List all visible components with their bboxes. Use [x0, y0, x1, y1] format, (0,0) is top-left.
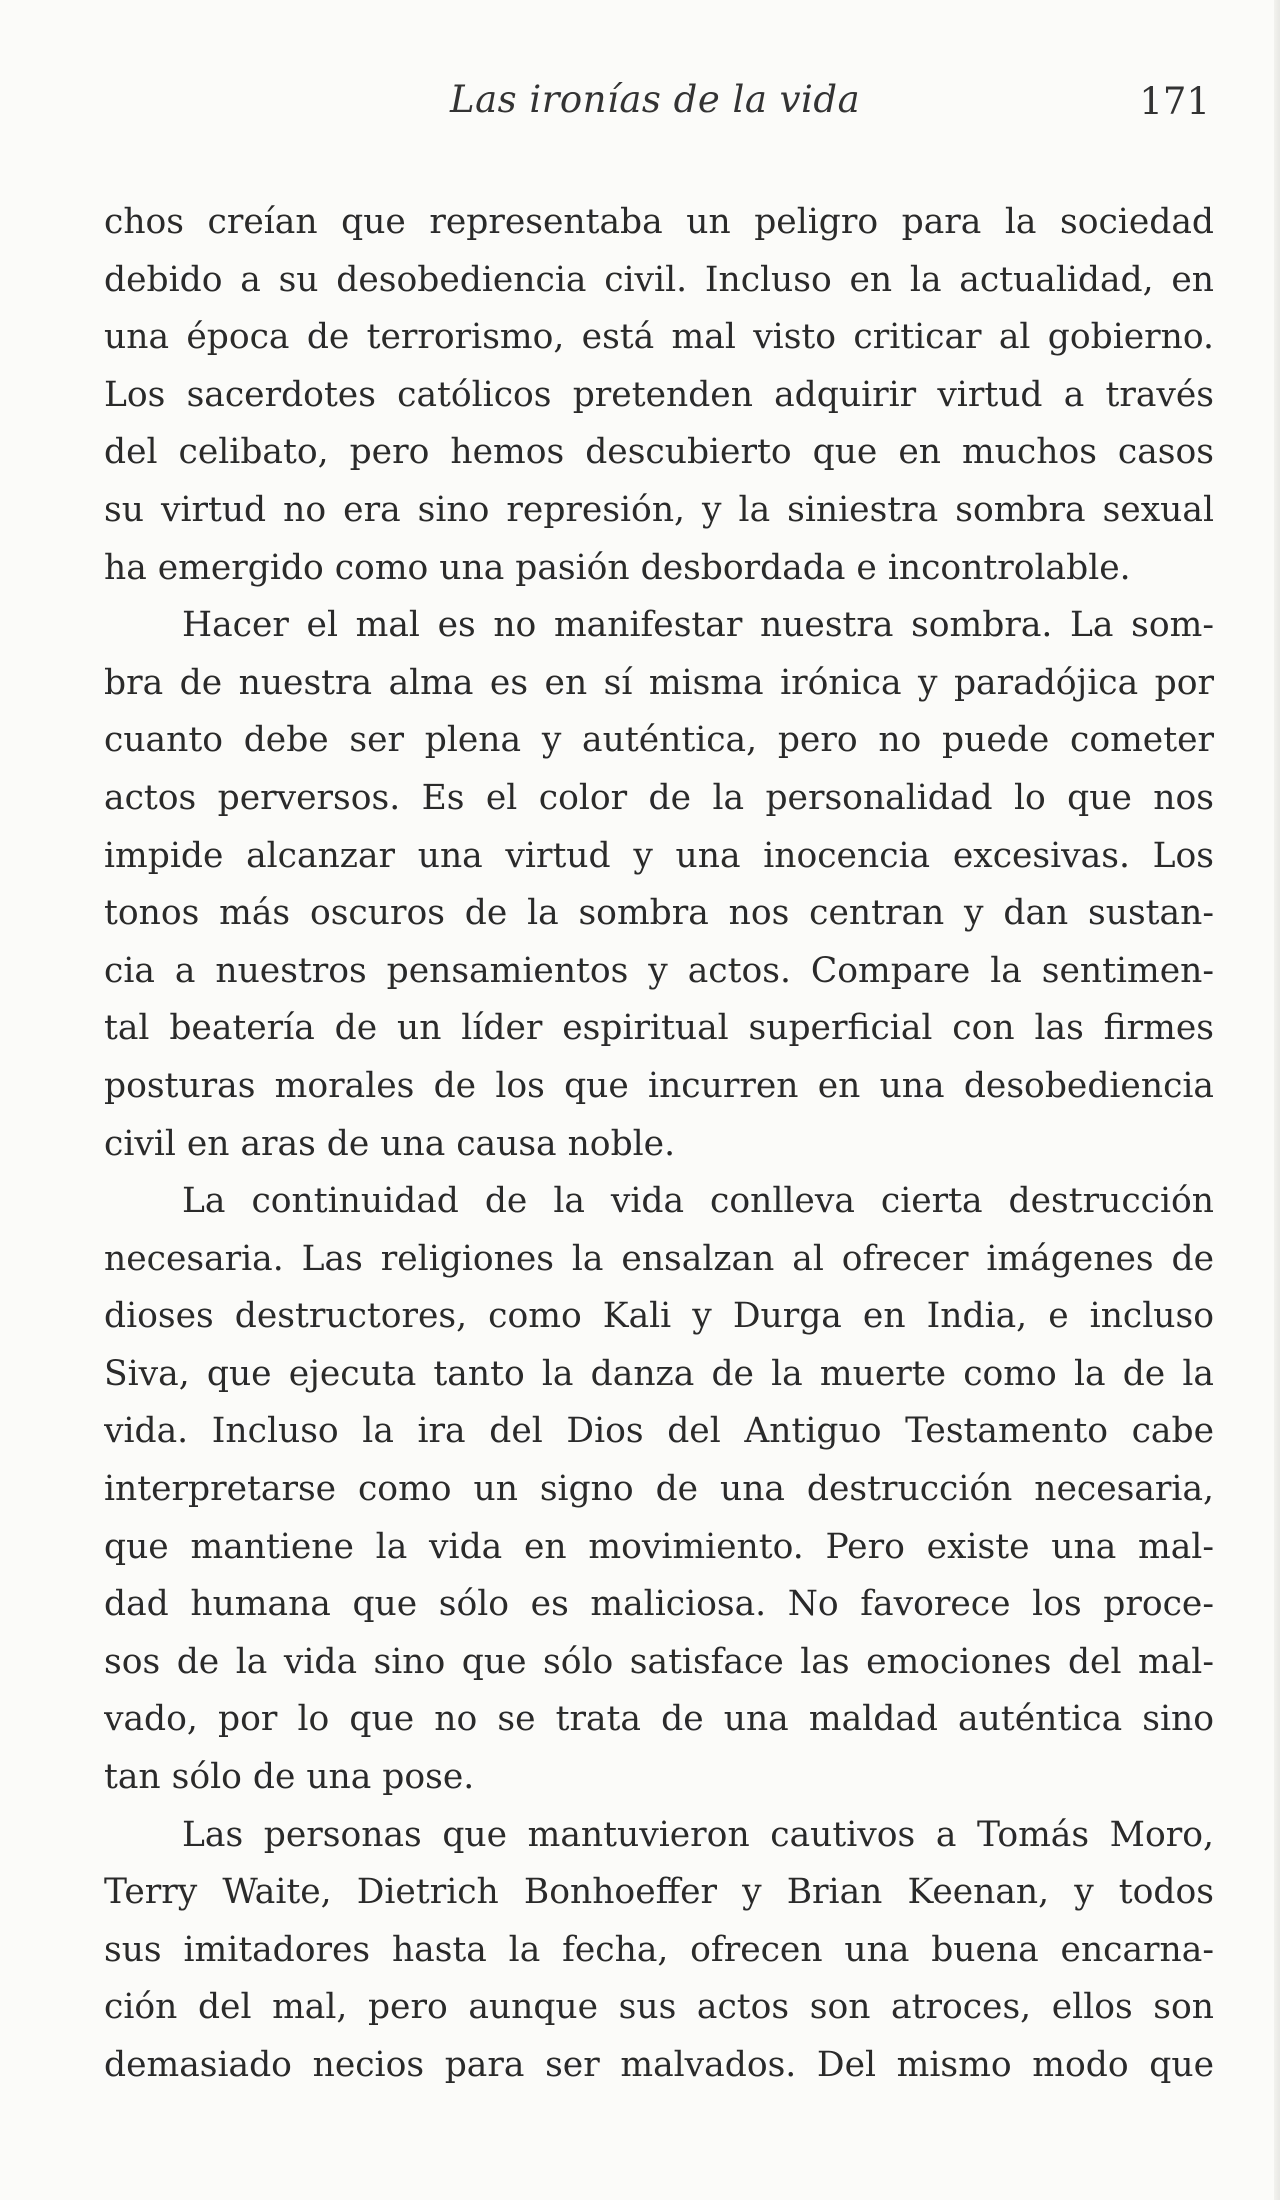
text-line: La continuidad de la vida conlleva cierta destrucción: [182, 1181, 1214, 1222]
text-line: chos creían que representaba un peligro para la sociedad: [104, 202, 1214, 242]
text-line: necesaria. Las religiones la ensalzan al ofrecer imágenes de: [104, 1238, 1214, 1279]
text-line: impide alcanzar una virtud y una inocencia excesivas. Los: [104, 835, 1214, 876]
text-line: dioses destructores, como Kali y Durga en India, e incluso: [104, 1296, 1214, 1337]
text-line: ción del mal, pero aunque sus actos son atroces, ellos son: [104, 1987, 1214, 2028]
text-line: su virtud no era sino represión, y la siniestra sombra sexual: [104, 489, 1214, 530]
text-line: actos perversos. Es el color de la personalidad lo que nos: [104, 777, 1214, 818]
text-line: del celibato, pero hemos descubierto que en muchos casos: [104, 432, 1214, 473]
page-number: 171: [1139, 80, 1210, 123]
text-line: Los sacerdotes católicos pretenden adquirir virtud a través: [104, 374, 1214, 415]
text-line: cuanto debe ser plena y auténtica, pero no puede cometer: [104, 720, 1214, 761]
text-line: Hacer el mal es no manifestar nuestra sombra. La som-: [182, 605, 1214, 646]
text-line: que mantiene la vida en movimiento. Pero existe una mal-: [104, 1526, 1214, 1567]
body-text: [104, 194, 1214, 2095]
running-head: [104, 78, 1214, 138]
text-line: demasiado necios para ser malvados. Del mismo modo que: [104, 2045, 1214, 2085]
text-line: tan sólo de una pose.: [104, 1757, 475, 1798]
text-line: ha emergido como una pasión desbordada e incontrolable.: [104, 547, 1131, 588]
text-line: dad humana que sólo es maliciosa. No favorece los proce-: [104, 1584, 1214, 1625]
text-line: Terry Waite, Dietrich Bonhoeffer y Brian Keenan, y todos: [104, 1872, 1214, 1913]
text-line: interpretarse como un signo de una destrucción necesaria,: [104, 1469, 1214, 1510]
text-line: posturas morales de los que incurren en una desobediencia: [104, 1065, 1214, 1106]
page-edge: [1274, 0, 1280, 2200]
text-line: Las personas que mantuvieron cautivos a Tomás Moro,: [182, 1814, 1214, 1855]
text-line: tonos más oscuros de la sombra nos centran y dan sustan-: [104, 893, 1214, 934]
text-line: vado, por lo que no se trata de una maldad auténtica sino: [104, 1699, 1214, 1740]
text-line: una época de terrorismo, está mal visto criticar al gobierno.: [104, 317, 1214, 358]
text-line: sos de la vida sino que sólo satisface las emociones del mal-: [104, 1641, 1214, 1682]
text-line: sus imitadores hasta la fecha, ofrecen una buena encarna-: [104, 1929, 1214, 1970]
text-line: bra de nuestra alma es en sí misma irónica y paradójica por: [104, 662, 1214, 703]
text-line: debido a su desobediencia civil. Incluso en la actualidad, en: [104, 259, 1214, 300]
running-title: Las ironías de la vida: [450, 78, 861, 121]
text-line: tal beatería de un líder espiritual superficial con las firmes: [104, 1008, 1214, 1049]
text-line: vida. Incluso la ira del Dios del Antiguo Testamento cabe: [104, 1411, 1214, 1452]
text-line: cia a nuestros pensamientos y actos. Compare la sentimen-: [104, 950, 1214, 991]
text-line: civil en aras de una causa noble.: [104, 1123, 676, 1164]
text-line: Siva, que ejecuta tanto la danza de la muerte como la de la: [104, 1353, 1214, 1394]
